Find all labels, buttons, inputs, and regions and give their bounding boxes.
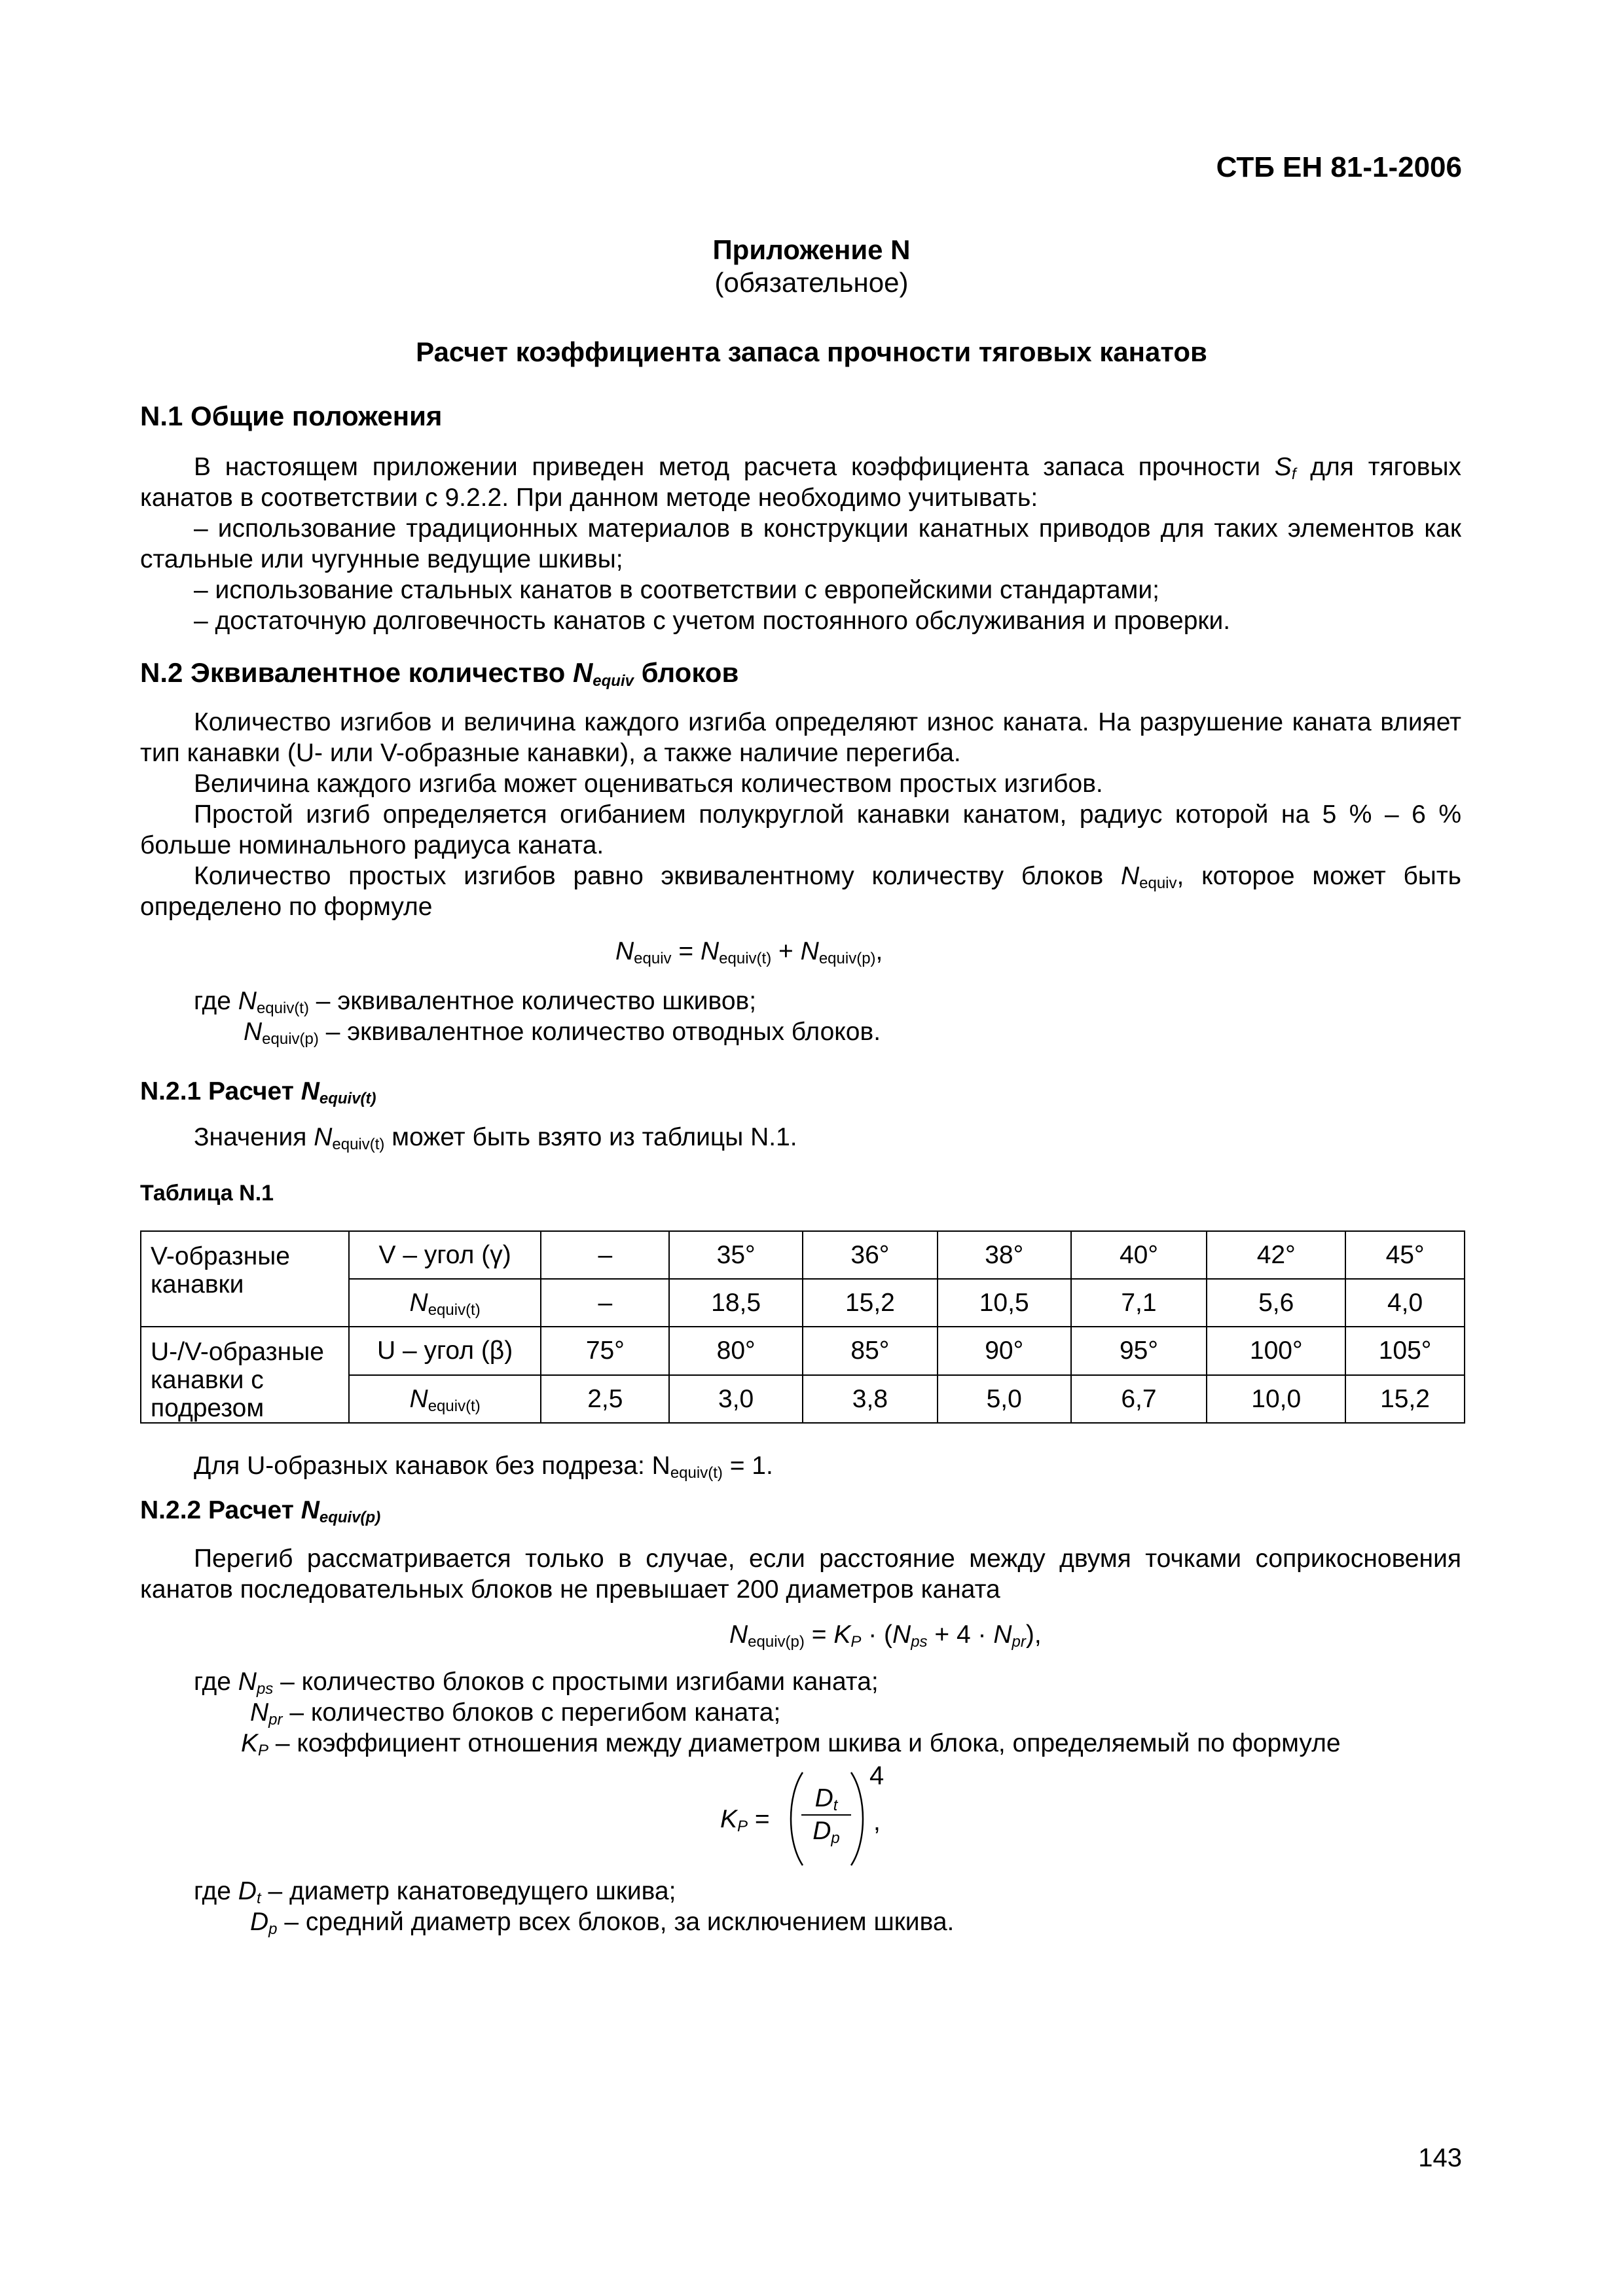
formula-kp [720,1761,917,1872]
table-cell: 6,7 [1071,1375,1207,1424]
table-cell: 7,1 [1071,1279,1207,1327]
table-cell-label: U – угол (β) [349,1327,541,1375]
document-code: СТБ ЕН 81-1-2006 [1216,151,1462,183]
table-cell-label: $N_{equiv(t)}$ [349,1279,541,1327]
where-dt: где $D_t$ – диаметр канатоведущего шкива; [194,1877,676,1907]
annex-main-title: Расчет коэффициента запаса прочности тяговых канатов [416,336,1207,367]
table-cell: – [541,1231,669,1279]
table-caption: Таблица N.1 [140,1181,274,1206]
table-cell: 5,0 [938,1375,1071,1424]
section-n2-paragraph: Количество простых изгибов равно эквивалентному количеству блоков $N_{equiv}$, которое может быть определено по формуле [140,862,1462,921]
table-cell: – [541,1279,669,1327]
where-n-equiv-p: $N_{equiv(p)}$ – эквивалентное количество отводных блоков. [244,1018,881,1048]
section-n2-paragraph: Величина каждого изгиба может оцениваться количеством простых изгибов. [194,770,1103,798]
table-row [141,1327,1465,1375]
table-cell: 15,2 [1345,1375,1465,1424]
section-n21-heading: N.2.1 Расчет $N_{equiv(t)}$ [140,1077,376,1107]
formula-n-equiv: $N_{equiv} = N_{equiv(t)} + N_{equiv(p)}$, [615,937,883,967]
table-cell: 42° [1207,1231,1345,1279]
section-n22-heading: N.2.2 Расчет $N_{equiv(p)}$ [140,1496,381,1526]
annex-status: (обязательное) [714,267,909,298]
table-cell: 80° [669,1327,803,1375]
table-cell-label: V – угол (γ) [349,1231,541,1279]
where-npr: $N_{pr}$ – количество блоков с перегибом каната; [250,1698,781,1729]
section-n1-list-item: – достаточную долговечность канатов с учетом постоянного обслуживания и проверки. [194,607,1231,635]
table-cell: 75° [541,1327,669,1375]
section-n1-paragraph: В настоящем приложении приведен метод расчета коэффициента запаса прочности $S_f$ для тяговых канатов в соответствии с 9.2.2. При данном методе необходимо учитывать: [140,453,1461,512]
table-cell: 45° [1345,1231,1465,1279]
table-note: Для U-образных канавок без подреза: $N_{equiv(t)} = 1$. [194,1452,773,1482]
table-cell: 15,2 [803,1279,938,1327]
section-n1-list-item: – использование стальных канатов в соответствии с европейскими стандартами; [194,576,1159,604]
table-row-group-label: U-/V-образные канавки с подрезом [141,1327,349,1423]
table-cell: 4,0 [1345,1279,1465,1327]
formula-kp-comma: , [873,1808,881,1836]
section-n1-heading: N.1 Общие положения [140,401,443,431]
table-row-group-label: V-образные канавки [141,1231,349,1327]
table-row [141,1231,1465,1279]
table-n1 [140,1230,1465,1424]
table-cell: 5,6 [1207,1279,1345,1327]
section-n2-paragraph: Простой изгиб определяется огибанием полукруглой канавки канатом, радиус которой на 5 % – 6 % больше номинального радиуса каната. [140,800,1461,859]
fraction-denominator: $D_p$ [812,1817,840,1847]
table-cell: 3,0 [669,1375,803,1424]
table-cell-label: $N_{equiv(t)}$ [349,1375,541,1424]
formula-kp-power: 4 [869,1761,884,1790]
table-cell: 36° [803,1231,938,1279]
table-cell: 35° [669,1231,803,1279]
formula-kp-fraction [801,1783,851,1847]
table-cell: 100° [1207,1327,1345,1375]
table-cell: 90° [938,1327,1071,1375]
formula-n-equiv-p: $N_{equiv(p)} = K_P \cdot (N_{ps} + 4 \cdot N_{pr})$, [729,1621,1042,1651]
table-cell: 40° [1071,1231,1207,1279]
table-cell: 18,5 [669,1279,803,1327]
section-n2-paragraph: Количество изгибов и величина каждого изгиба определяют износ каната. На разрушение каната влияет тип канавки (U- или V-образные канавки), а также наличие перегиба. [140,708,1461,767]
right-parenthesis-icon [845,1770,871,1868]
table-cell: 3,8 [803,1375,938,1424]
section-n2-heading: N.2 Эквивалентное количество $N_{equiv}$ блоков [140,657,739,690]
table-cell: 38° [938,1231,1071,1279]
annex-title: Приложение N [712,234,911,265]
where-dp: $D_p$ – средний диаметр всех блоков, за исключением шкива. [250,1908,955,1938]
table-cell: 10,0 [1207,1375,1345,1424]
table-cell: 95° [1071,1327,1207,1375]
formula-kp-lhs: $K_P$ = [720,1805,770,1835]
where-n-equiv-t: где $N_{equiv(t)}$ – эквивалентное количество шкивов; [194,987,757,1017]
section-n21-paragraph: Значения $N_{equiv(t)}$ может быть взято из таблицы N.1. [194,1123,797,1153]
table-cell: 10,5 [938,1279,1071,1327]
page-number: 143 [1418,2144,1462,2172]
where-kp: $K_P$ – коэффициент отношения между диаметром шкива и блока, определяемый по формуле [241,1729,1341,1759]
table-cell: 105° [1345,1327,1465,1375]
section-n1-list-item: – использование традиционных материалов в конструкции канатных приводов для таких элементов как стальные или чугунные ведущие шкивы; [140,514,1461,573]
where-nps: где $N_{ps}$ – количество блоков с простыми изгибами каната; [194,1668,879,1698]
fraction-numerator: $D_t$ [801,1783,851,1816]
table-cell: 85° [803,1327,938,1375]
table-cell: 2,5 [541,1375,669,1424]
section-n22-paragraph: Перегиб рассматривается только в случае, если расстояние между двумя точками соприкосновения канатов последовательных блоков не превышает 200 диаметров каната [140,1545,1461,1604]
